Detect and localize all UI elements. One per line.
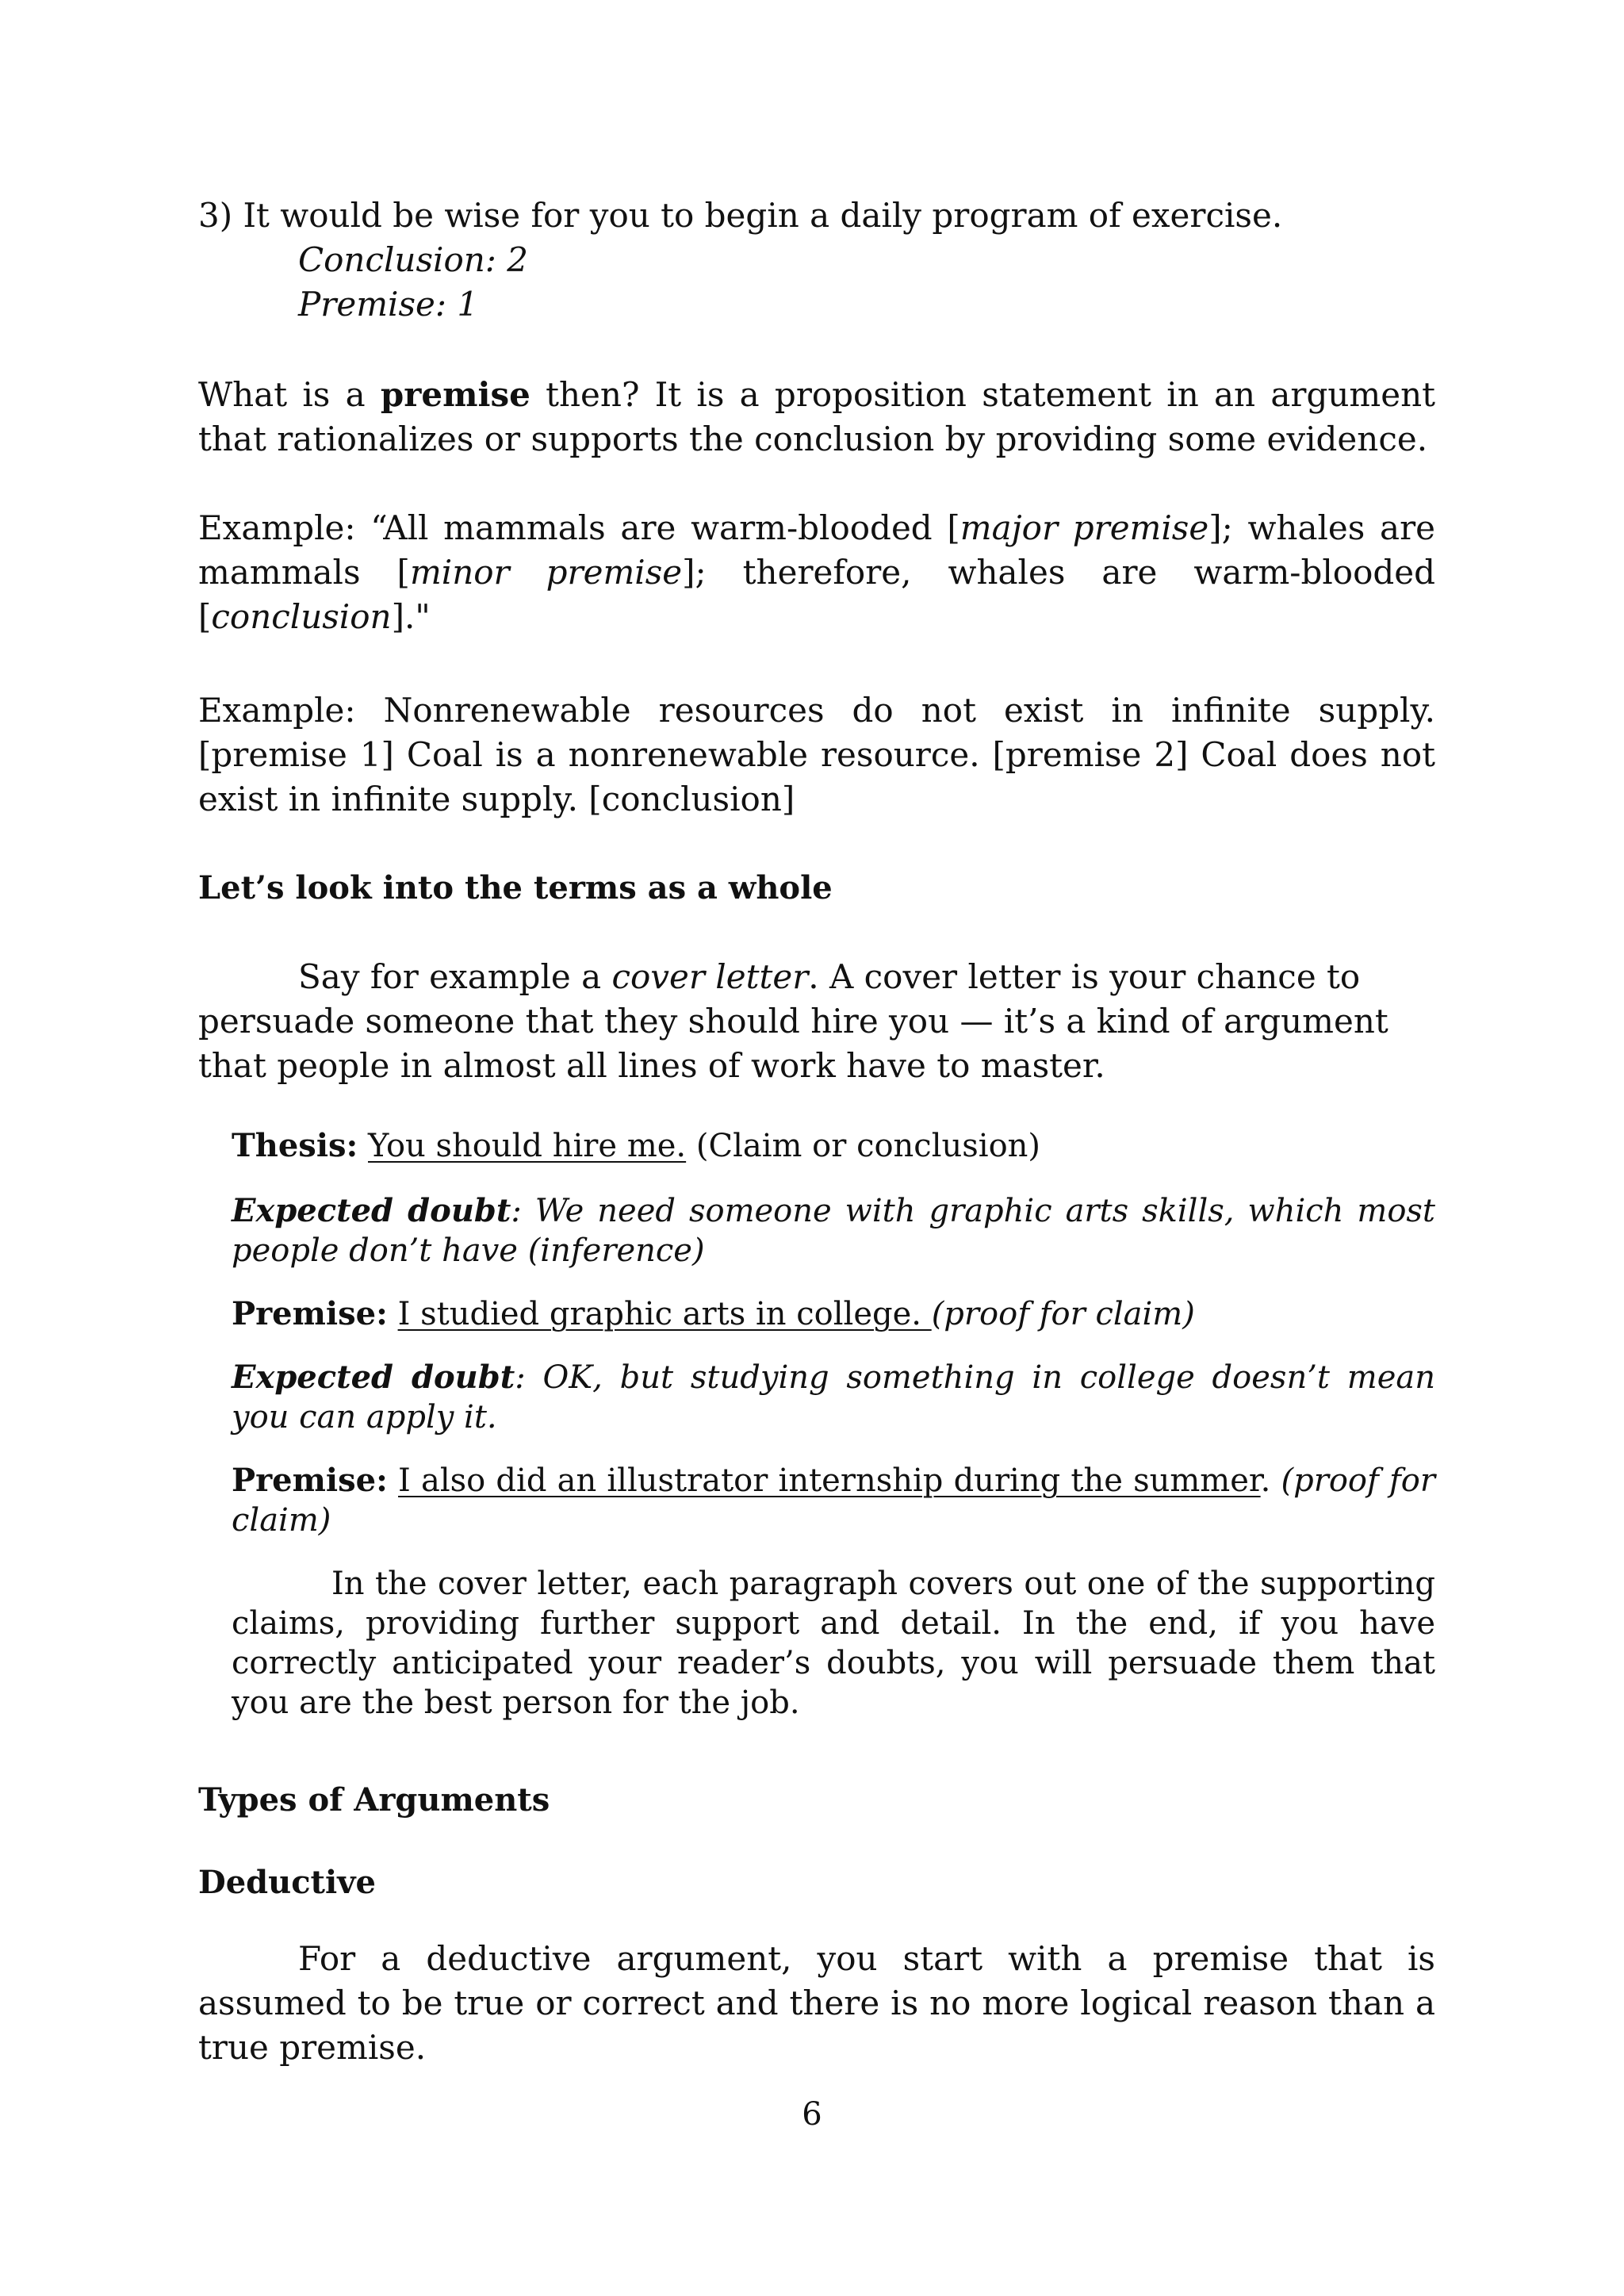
premise-line-1 (232, 1294, 1435, 1334)
expected-doubt-label: Expected doubt (232, 1359, 515, 1396)
item-3-premise: Premise: 1 (298, 285, 479, 324)
premise-label: Premise: (232, 1462, 388, 1499)
thesis-label: Thesis: (232, 1127, 358, 1164)
expected-doubt-label: Expected doubt (232, 1192, 511, 1229)
premise-line-2 (232, 1461, 1435, 1540)
cover-letter-rest: . A cover letter is your chance to persuade someone that they should hire you — it’s a kind of argument that people in almost all lines of work have to master. (198, 957, 1388, 1085)
expected-doubt-text: : OK, but studying something in college doesn’t mean you can apply it. (232, 1359, 1435, 1435)
premise-note: (proof for claim) (232, 1462, 1435, 1539)
premise-claim: I studied graphic arts in college. (397, 1296, 932, 1332)
thesis-line (232, 1126, 1435, 1166)
heading-terms-as-whole: Let’s look into the terms as a whole (198, 869, 833, 907)
premise-term: premise (380, 375, 530, 414)
example-syllogism-part: Example: “All mammals are warm-blooded [ (198, 508, 960, 547)
item-3-conclusion: Conclusion: 2 (298, 240, 529, 279)
premise-claim: I also did an illustrator internship during the summer (398, 1462, 1261, 1499)
premise-definition (198, 373, 1435, 462)
page-number: 6 (802, 2096, 822, 2133)
expected-doubt-2 (232, 1358, 1435, 1437)
example-syllogism (198, 506, 1435, 639)
minor-premise-tag: minor premise (409, 553, 683, 592)
premise-definition-lead: What is a (198, 375, 381, 414)
example-syllogism-part: ]; whales are mammals [ (198, 508, 1435, 592)
cover-letter-paragraph (198, 955, 1435, 1088)
thesis-note: (Claim or conclusion) (686, 1128, 1041, 1164)
expected-doubt-text: : We need someone with graphic arts skills, which most people don’t have (inference) (232, 1193, 1435, 1269)
cover-letter-lead: Say for example a (298, 957, 612, 996)
thesis-claim: You should hire me. (368, 1128, 687, 1164)
premise-label: Premise: (232, 1295, 388, 1332)
example-syllogism-part: ]." (391, 597, 431, 636)
premise-period: . (1260, 1462, 1281, 1499)
conclusion-tag: conclusion (211, 597, 392, 636)
item-3-text: 3) It would be wise for you to begin a daily program of exercise. (198, 196, 1283, 235)
cover-letter-summary: In the cover letter, each paragraph covers out one of the supporting claims, providing further support and detail. In the end, if you have correctly anticipated your reader’s doubts, you will persuade them that you are the best person for the job. (232, 1566, 1435, 1721)
item-3 (198, 194, 1435, 327)
expected-doubt-1 (232, 1191, 1435, 1271)
premise-note: (proof for claim) (931, 1296, 1195, 1332)
cover-letter-term: cover letter (611, 957, 809, 996)
example-syllogism-part: ]; therefore, whales are warm-blooded [ (198, 553, 1435, 636)
premise-definition-rest: then? It is a proposition statement in an argument that rationalizes or supports the conclusion by providing some evidence. (198, 375, 1435, 458)
heading-types-of-arguments: Types of Arguments (198, 1781, 550, 1819)
deductive-paragraph: For a deductive argument, you start with a premise that is assumed to be true or correct and there is no more logical reason than a true premise. (198, 1939, 1435, 2067)
major-premise-tag: major premise (959, 508, 1209, 547)
heading-deductive: Deductive (198, 1864, 376, 1901)
example-nonrenewable: Example: Nonrenewable resources do not exist in infinite supply. [premise 1] Coal is a nonrenewable resource. [premise 2] Coal does not exist in infinite supply. [conclusion] (198, 691, 1435, 818)
